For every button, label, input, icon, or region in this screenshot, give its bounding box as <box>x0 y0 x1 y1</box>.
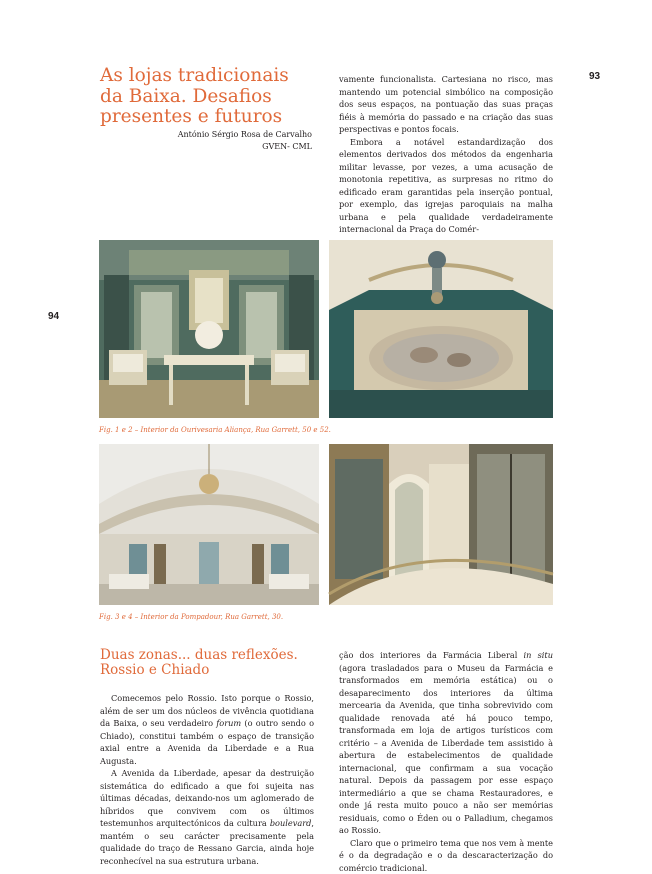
figure-4-photo <box>329 444 553 605</box>
paragraph: A Avenida da Liberdade, apesar da destruição sistemática do edificado a que foi sujeita nas últimas décadas, deixando-nos um aglomerado de híbridos que convivem com os últimos testemunhos arquitectónicos da cultura boulevard, mantém o seu carácter precisamente pela qualidade do traço de Ressano Garcia, ainda hoje reconhecível na sua estrutura urbana. <box>100 767 314 867</box>
paragraph: Claro que o primeiro tema que nos vem à mente é o da degradação e o da descaracterização do comércio tradicional. <box>339 837 553 874</box>
top-right-column <box>339 73 553 238</box>
section-heading-line-1: Duas zonas... duas reflexões. <box>100 648 330 663</box>
author-block <box>178 129 312 153</box>
title-line-2: da Baixa. Desafios <box>100 87 330 108</box>
bottom-left-column <box>100 692 314 850</box>
figure-3-4-caption: Fig. 3 e 4 – Interior da Pompadour, Rua Garrett, 30. <box>99 613 283 621</box>
paragraph: Comecemos pelo Rossio. Isto porque o Rossio, além de ser um dos núcleos de vivência quotidiana da Baixa, o seu verdadeiro forum (o outro sendo o Chiado), constitui também o espaço de transição axial entre a Avenida da Liberdade e a Rua Augusta. <box>100 692 314 767</box>
article-title <box>100 66 330 128</box>
section-heading <box>100 648 330 678</box>
title-line-3: presentes e futuros <box>100 107 330 128</box>
paragraph: ção dos interiores da Farmácia Liberal in situ (agora trasladados para o Museu da Farmácia e transformados em memória estática) ou o desaparecimento dos interiores da última mercearia da Avenida, que tinha sobrevivido com qualidade renovada até há pouco tempo, transformada em loja de artigos turísticos com critério – a Avenida de Liberdade tem assistido à abertura de estabelecimentos de qualidade internacional, que confirmam a sua vocação natural. Depois da passagem por esse espaço intermediário a que se chama Restauradores, e onde já resta muito pouco a não ser memórias residuais, como o Éden ou o Palladium, chegamos ao Rossio. <box>339 649 553 837</box>
page-number-left: 94 <box>48 311 59 322</box>
paragraph: Embora a notável estandardização dos elementos derivados dos métodos da engenharia militar levasse, por vezes, a uma acusação de monotonia repetitiva, as surpresas no ritmo do edificado eram garantidas pela inserção pontual, por exemplo, das igrejas paroquiais na malha urbana e pela qualidade verdadeiramente internacional da Praça do Comér- <box>339 136 553 236</box>
figure-1-2-caption: Fig. 1 e 2 – Interior da Ourivesaria Aliança, Rua Garrett, 50 e 52. <box>99 426 331 434</box>
figure-2-photo <box>329 240 553 418</box>
section-heading-line-2: Rossio e Chiado <box>100 663 330 678</box>
author-name: António Sérgio Rosa de Carvalho <box>178 129 312 141</box>
title-line-1: As lojas tradicionais <box>100 66 330 87</box>
figure-1-photo <box>99 240 319 418</box>
author-affiliation: GVEN- CML <box>178 141 312 153</box>
page-number-right: 93 <box>589 71 600 82</box>
paragraph: vamente funcionalista. Cartesiana no risco, mas mantendo um potencial simbólico na composição dos seus espaços, na pontuação das suas praças fiéis à memória do passado e na criação das suas perspectivas e pontos focais. <box>339 73 553 136</box>
figure-3-photo <box>99 444 319 605</box>
bottom-right-column <box>339 649 553 850</box>
